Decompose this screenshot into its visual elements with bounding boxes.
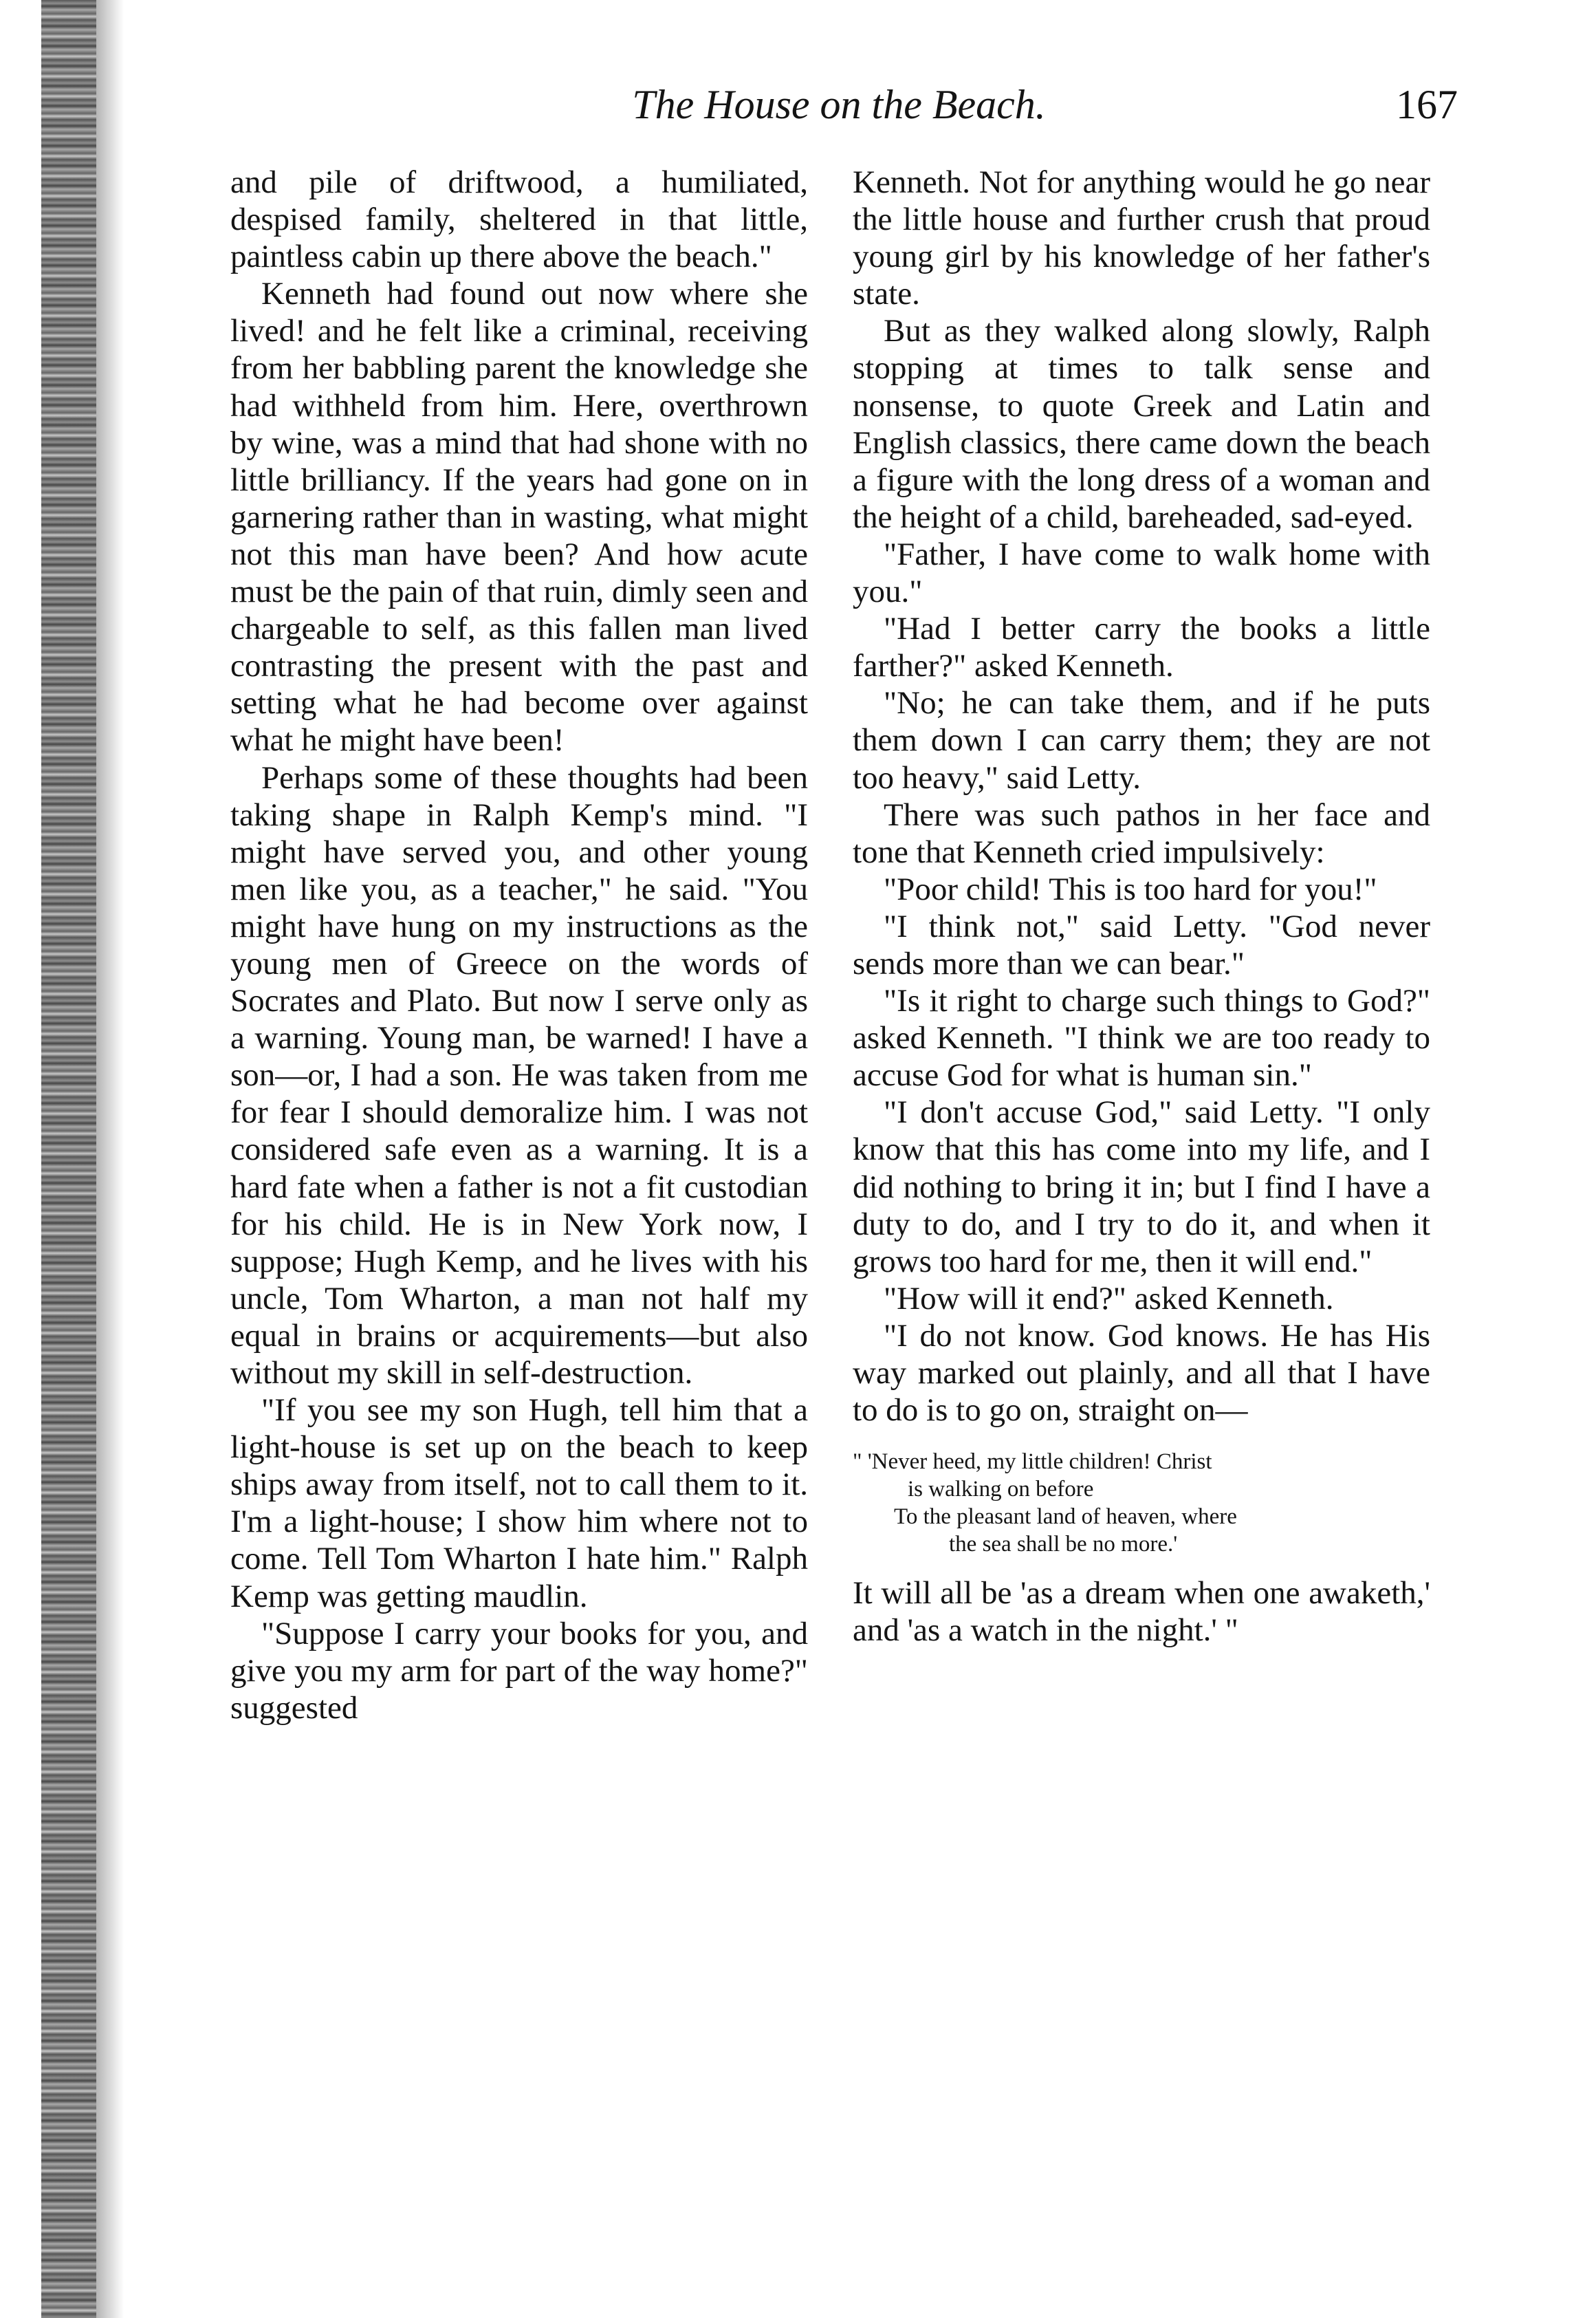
paragraph: There was such pathos in her face and tone that Kenneth cried impulsively: bbox=[853, 797, 1430, 870]
paragraph: "No; he can take them, and if he puts them down I can carry them; they are not too heavy," said Letty. bbox=[853, 685, 1430, 796]
verse-line: is walking on before bbox=[908, 1477, 1094, 1502]
verse-quotation bbox=[853, 1448, 1430, 1558]
paragraph: "I do not know. God knows. He has His way marked out plainly, and all that I have to do is to go on, straight on— bbox=[853, 1317, 1430, 1429]
verse-line: To the pleasant land of heaven, where bbox=[894, 1504, 1237, 1530]
right-column bbox=[853, 164, 1430, 1649]
paragraph: "Poor child! This is too hard for you!" bbox=[884, 871, 1377, 907]
paragraph: "I think not," said Letty. "God never sends more than we can bear." bbox=[853, 908, 1430, 982]
paragraph: But as they walked along slowly, Ralph stopping at times to talk sense and nonsense, to quote Greek and Latin and English classics, there came down the beach a figure with the long dress of a woman and the height of a child, bareheaded, sad-eyed. bbox=[853, 313, 1430, 535]
paragraph: Kenneth. Not for anything would he go near the little house and further crush that proud young girl by his knowledge of her father's state. bbox=[853, 164, 1430, 312]
paragraph: and pile of driftwood, a humiliated, despised family, sheltered in that little, paintless cabin up there above the beach." bbox=[230, 164, 808, 275]
paragraph: "If you see my son Hugh, tell him that a light-house is set up on the beach to keep ships away from itself, not to call them to it. I'm a light-house; I show him where not to come. Tell Tom Wharton I hate him." Ralph Kemp was getting maudlin. bbox=[230, 1392, 808, 1614]
left-column bbox=[230, 164, 808, 1726]
paragraph: Perhaps some of these thoughts had been taking shape in Ralph Kemp's mind. "I might have served you, and other young men like you, as a teacher," he said. "You might have hung on my instructions as the young men of Greece on the words of Socrates and Plato. But now I serve only as a warning. Young man, be warned! I have a son—or, I had a son. He was taken from me for fear I should demoralize him. I was not considered safe even as a warning. It is a hard fate when a father is not a fit custodian for his child. He is in New York now, I suppose; Hugh Kemp, and he lives with his uncle, Tom Wharton, a man not half my equal in brains or acquirements—but also without my skill in self-destruction. bbox=[230, 759, 808, 1391]
binding-gutter bbox=[96, 0, 124, 2318]
verse-line: the sea shall be no more.' bbox=[949, 1532, 1178, 1557]
page-number: 167 bbox=[1396, 82, 1458, 127]
paragraph: Kenneth had found out now where she lived! and he felt like a criminal, receiving from her babbling parent the knowledge she had withheld from him. Here, overthrown by wine, was a mind that had shone with no little brilliancy. If the years had gone on in garnering rather than in wasting, what might not this man have been? And how acute must be the pain of that ruin, dimly seen and chargeable to self, as this fallen man lived contrasting the present with the past and setting what he had become over against what he might have been! bbox=[230, 276, 808, 759]
running-title: The House on the Beach. bbox=[632, 82, 1046, 127]
paragraph: "I don't accuse God," said Letty. "I only know that this has come into my life, and I did nothing to bring it in; but I find I have a duty to do, and I try to do it, and when it grows too hard for me, then it will end." bbox=[853, 1094, 1430, 1279]
paragraph: "Father, I have come to walk home with you." bbox=[853, 536, 1430, 610]
paragraph: "Is it right to charge such things to God?" asked Kenneth. "I think we are too ready to accuse God for what is human sin." bbox=[853, 983, 1430, 1094]
paragraph: "How will it end?" asked Kenneth. bbox=[884, 1280, 1334, 1317]
verse-line: " 'Never heed, my little children! Christ bbox=[853, 1449, 1212, 1475]
paragraph: "Suppose I carry your books for you, and give you my arm for part of the way home?" suggested bbox=[230, 1615, 808, 1726]
running-head bbox=[234, 77, 1458, 132]
binding-shadow bbox=[41, 0, 96, 2318]
closing-paragraph: It will all be 'as a dream when one awaketh,' and 'as a watch in the night.' " bbox=[853, 1575, 1430, 1649]
paragraph: "Had I better carry the books a little farther?" asked Kenneth. bbox=[853, 611, 1430, 684]
